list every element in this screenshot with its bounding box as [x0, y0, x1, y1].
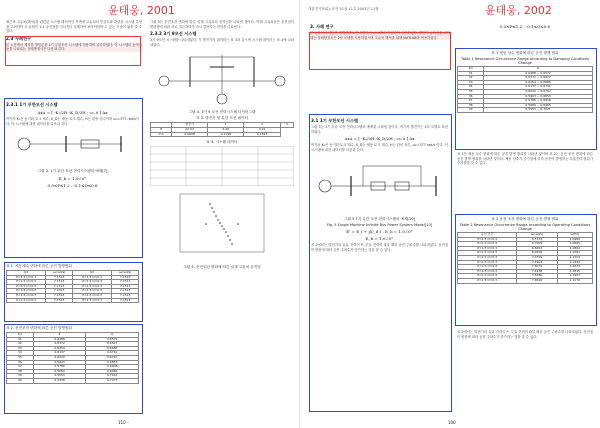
table-header-cell: Q — [86, 333, 139, 338]
table-header-cell: 3 — [280, 123, 293, 128]
table-cell: 6.5723 — [517, 237, 557, 242]
damping-table — [6, 270, 139, 303]
table-cell: P=1.5 Q=0.3 — [7, 293, 46, 298]
left-page-header: 윤태웅, 2001 — [108, 4, 175, 17]
table-cell: 7.4238 — [517, 269, 557, 274]
section-title: 2.3 사례연구 — [6, 35, 32, 41]
highlight-box-red — [309, 32, 451, 70]
table-title-english: Table 1 Resonance Occurrence Range according to Damping Condtions Change — [461, 57, 589, 65]
subsection-title: 3.1 1기 무한모선 시스템 — [311, 118, 359, 123]
table-header-cell: Kd — [458, 67, 484, 72]
table-cell: 38 — [458, 103, 484, 108]
table-cell: 0.6254 ~ 0.6686 — [484, 80, 593, 85]
table-cell: 7.3079 — [517, 265, 557, 270]
highlight-box-red — [5, 36, 141, 66]
table-cell: 34 — [7, 351, 34, 356]
table-cell: 38 — [7, 369, 34, 374]
table-cell: 39 — [7, 374, 34, 379]
operating-table — [6, 332, 139, 384]
table-cell: 7.5380 — [517, 274, 557, 279]
figure-caption: 그림 4. 3기 9 모선 전력시스템 다이어그램 — [188, 110, 256, 115]
table-cell: 0.5669 ~ 0.6965 — [484, 103, 593, 108]
table-cell: P=1.5 Q=0.3 — [72, 275, 111, 280]
table-cell: 0.6372 — [33, 342, 86, 347]
table-title: 표 1. 제동계수 변화에 따른 공진 발생범위 — [6, 264, 72, 268]
single-machine-diagram — [6, 126, 139, 164]
table-cell: P=1.5 Q=0.3 — [458, 255, 517, 260]
intro-text: 최근의 고유치(해석)과 관련된 시스템 해석적인 측면에 고유치의 민감도와 관련된 시스템 특성을 고려하여 시 유원이 1:1 공진점을 지나간다 설계하여 보아야하며 수 있는 기준이 됨을 말 수 있다. — [6, 20, 142, 34]
table-cell: 0.5438 — [33, 378, 86, 383]
table-cell: 7.1513 — [46, 284, 73, 289]
eigenvalue-plot — [150, 190, 294, 260]
infinite-bus-equation: E_b = 1.0∠0° — [58, 176, 87, 182]
table-cell: 1.0864 — [557, 246, 592, 251]
table-cell: P=1.5 Q=0.3 — [458, 278, 517, 283]
table-header-cell: Kd — [72, 271, 111, 276]
table-cell: 7.1513 — [112, 298, 139, 303]
table-cell: 0.5669 — [33, 369, 86, 374]
table-cell: 40 — [7, 378, 34, 383]
table-cell: 0.6741 — [86, 351, 139, 356]
table-cell: 7.6506 — [517, 278, 557, 283]
section-title: 3. 사례 연구 — [310, 24, 334, 29]
table-cell: 7.0709 — [517, 255, 557, 260]
table-header-cell: Kd — [7, 271, 46, 276]
table-title: 표 2 운전 조건 변화에 따른 공진 발생 범위 — [491, 217, 559, 221]
table-cell: 1.0460 — [557, 237, 592, 242]
operating-range-equation: 0.5≤P≤1.2 , -0.1≤Q≤0.6 — [500, 24, 550, 29]
table-cell: 37 — [458, 99, 484, 104]
table-cell: 0.0608 — [171, 132, 207, 137]
body-text: 여기서 K₁은 동기화 토크 계수, K_D는 제동 토크 계수, H는 관성 상수이며 ω₀=377 rad/s이다. 이 시스템에 대한 데이터를 다음과 같다. — [6, 117, 139, 126]
left-table-1 — [6, 263, 139, 303]
table-cell: 35 — [458, 89, 484, 94]
table-header-cell: Kd — [7, 333, 34, 338]
table-cell: 0.1813 — [244, 132, 280, 137]
table-cell: 0.6488 — [33, 337, 86, 342]
state-equation: ΔẋΔ = [ -K₁/2H -K_D/2H ; ω₀ 0 ] Δx — [344, 136, 415, 142]
body-text: 본 논문에서 제시한 방법론을 1기 무한모선 시스템에 적용하여 검증하였다. 이 시스템의 동적거동을 나타내는 상태방정식은 다음과 같다. — [6, 42, 142, 52]
table-header-cell: 1 — [208, 123, 244, 128]
table-cell: 6.9496 — [517, 251, 557, 256]
right-page-text — [457, 152, 593, 166]
table-cell: 0.5786 ~ 0.6908 — [484, 99, 593, 104]
table-cell: 1.1444 — [557, 260, 592, 265]
figure-caption-english: Fig. 5 Single Machine Infinite Bus Power System Model[10] — [326, 223, 433, 228]
table-header-cell: ω(Hz) — [557, 233, 592, 238]
table-cell: 1.1997 — [557, 274, 592, 279]
single-machine-diagram — [311, 152, 448, 212]
table-cell: H — [151, 127, 172, 132]
table-cell: 0.6020 — [33, 355, 86, 360]
body-text: 그림 5는 운전조건 변화에 따른 임계 고유치의 움직임을 나타낸 것이다. 이때 고유치들은 운전점이 변화함에 따라 서로 접근하다가 다시 멀어지는 현상을 나타낸다. — [150, 20, 294, 29]
page-number: 110 – — [118, 420, 129, 425]
table-cell: P=1.5 Q=0.3 — [7, 275, 46, 280]
table-cell: 1.2176 — [557, 278, 592, 283]
figure-caption: 그림 3. 1기 무한 모선 전력시스템의 예제[7] — [37, 169, 108, 174]
table-header-cell: Q — [484, 67, 593, 72]
system-data-table-graphic — [150, 146, 294, 186]
left-page-column-2 — [150, 20, 294, 271]
right-table-1 — [457, 50, 593, 113]
table-cell: 7.1513 — [46, 275, 73, 280]
table-header-cell: 운전 조건 — [458, 233, 517, 238]
table-cell: 7.1903 — [517, 260, 557, 265]
table-cell: 0.6137 ~ 0.6741 — [484, 85, 593, 90]
table-cell: 3.01 — [244, 127, 280, 132]
table-cell: 32 — [458, 76, 484, 81]
table-cell: P=1.5 Q=0.3 — [7, 280, 46, 285]
subsection-231 — [6, 100, 139, 190]
table-cell: 7.1513 — [112, 289, 139, 294]
table-cell: P=1.5 Q=0.3 — [458, 269, 517, 274]
table-cell: 7.1513 — [46, 298, 73, 303]
table-row — [7, 298, 139, 303]
body-text: 본 논문에서 제안한 방법론을 1기 무한모선 시스템에 적용하여 검증하였다. 발전기 동특성을 나타내는 상태방정식은 2차 모델을 사용하였으며 고유치 해석을 위해 MATLAB을 이용하였다. — [310, 31, 450, 40]
figure-caption: 그림 5 1기 무한 모선 전력시스템의 예제[10] — [344, 217, 415, 222]
body-text: 표 1은 제동 상수 변화에 따른 공진 발생 범위를 나타낸 것이며 표 2는 운전 조건 변화에 따른 공진 발생 범위를 나타낸 것이다. 제동 상수가 증가함에 따라 공진이 발생하는 무효전력 범위가 증가함을 알 수 있다. — [457, 152, 593, 166]
table-cell: 37 — [7, 365, 34, 370]
left-table-2 — [6, 325, 139, 384]
table-cell: 35 — [7, 355, 34, 360]
table-header-cell: P — [33, 333, 86, 338]
table-header-cell: 2 — [244, 123, 280, 128]
table-cell: P=1.5 Q=0.3 — [7, 298, 46, 303]
table-cell: P=1.5 Q=0.3 — [458, 246, 517, 251]
body-text: 표 2에서는 발전기의 유효 전력이 P, 무효 전력이 Q일 때의 공진 주파수를 나타내었다. 운전점이 변함에 따라 공진 주파수가 증가하는 것을 알 수 있다. — [457, 330, 593, 339]
infinite-bus-equation: E_b = 1.0∠0° — [365, 236, 394, 242]
table-cell: 7.1513 — [46, 280, 73, 285]
table-cell: P=1.5 Q=0.3 — [458, 260, 517, 265]
table-cell: 0.7021 — [86, 374, 139, 379]
table-cell: 7.1513 — [112, 275, 139, 280]
table-cell: 36 — [7, 360, 34, 365]
right-table-2 — [457, 216, 593, 284]
table-cell: 7.1513 — [112, 293, 139, 298]
table-cell: P=1.5 Q=0.3 — [72, 284, 111, 289]
table-cell: 0.6853 — [86, 360, 139, 365]
table-cell: P=1.5 Q=0.3 — [458, 265, 517, 270]
table-header-cell: ω(rad/s) — [112, 271, 139, 276]
table-cell: 0.6686 — [86, 346, 139, 351]
subsection-title: 2.3.1 1기 무한모선 시스템 — [6, 102, 58, 107]
table-row — [458, 108, 593, 113]
table-cell: 7.1513 — [46, 293, 73, 298]
table-cell: P=1.5 Q=0.3 — [458, 251, 517, 256]
table-cell: 34 — [458, 85, 484, 90]
table-cell: X'd — [151, 132, 172, 137]
table-cell: 39 — [458, 108, 484, 113]
table-cell: 6.8262 — [517, 246, 557, 251]
state-equation: ΔẋΔ = [ -K₁/2H -K_D/2H ; ω₀ 0 ] Δx — [37, 110, 108, 115]
body-text: 여기서 K₁은 동기화 토크 계수, K_D는 제동 토크 계수, H는 관성 상수, ω₀=377 rad/s 이다. 이 시스템에 대한 데이터를 다음과 같다. — [311, 143, 448, 152]
table-cell: 23.64 — [171, 127, 207, 132]
table-title: 표 1 제동 상수 변화에 따른 공진 발생 범위 — [491, 51, 559, 55]
table-cell: 7.1513 — [112, 284, 139, 289]
table-cell: 36 — [458, 94, 484, 99]
subsection-title: 2.3.2 3기 9모선 시스템 — [150, 31, 197, 37]
table-cell: 1.1815 — [557, 269, 592, 274]
generator-equation: E' = E_t + jX'_d I , E_b = 1.0∠0° — [346, 229, 413, 235]
table-cell: 0.6627 — [86, 342, 139, 347]
page-number: 100 — [448, 420, 456, 425]
right-page-header: 윤태웅, 2002 — [485, 4, 552, 17]
body-text: 표 2에서는 발전기의 유효 전력이 P, 무효 전력이 Q일 때의 공진 주파수를 나타내었다. 운전점이 변함에 따라 공진 주파수가 증가하는 것을 알 수 있다. — [311, 243, 448, 252]
table-cell: 0.6572 — [86, 337, 139, 342]
right-page-column-2 — [456, 22, 594, 31]
table-cell: P=1.5 Q=0.3 — [458, 237, 517, 242]
damping-range-table — [457, 66, 593, 113]
table-cell: P=1.5 Q=0.3 — [72, 298, 111, 303]
table-cell: 1.1061 — [557, 251, 592, 256]
table-cell: 0.5903 ~ 0.6853 — [484, 94, 593, 99]
table-cell: 0.6372 ~ 0.6627 — [484, 76, 593, 81]
table-cell: P=1.5 Q=0.3 — [72, 293, 111, 298]
body-text: 그림 5는 1기 무한 모선 전력시스템의 예제를 나타낸 것이다. 여기서 발전기는 2차 모델로 표현하였다. — [311, 125, 448, 134]
body-text: 3기 9모선 시스템을 나타내었다. 각 발전기의 데이터는 표 3과 같으며 시스템 데이터는 표 4에 나타내었다. — [150, 38, 294, 47]
table-cell: 6.40 — [208, 127, 244, 132]
table-cell: 0.6137 — [33, 351, 86, 356]
table-cell: 0.5553 — [33, 374, 86, 379]
table-header-cell: 발전기 — [171, 123, 207, 128]
right-page-text-bottom — [457, 330, 593, 339]
table-cell: P=1.5 Q=0.3 — [72, 289, 111, 294]
table-cell: 31 — [458, 71, 484, 76]
table-header-cell: ω(rad/s) — [46, 271, 73, 276]
generator-table — [150, 122, 294, 137]
table-cell: P=1.5 Q=0.3 — [458, 242, 517, 247]
table-cell: 7.1513 — [112, 280, 139, 285]
table-row — [151, 132, 294, 137]
table-cell: 0.6488 ~ 0.6572 — [484, 71, 593, 76]
table-cell: 0.6965 — [86, 369, 139, 374]
table-cell: 0.6797 — [86, 355, 139, 360]
table-cell: 0.5786 — [33, 365, 86, 370]
table-cell: 0.5903 — [33, 360, 86, 365]
table-cell: 6.7009 — [517, 242, 557, 247]
table-row — [7, 378, 139, 383]
table-cell: P=1.5 Q=0.3 — [7, 284, 46, 289]
table-title: 표 4. 시스템 데이터 — [206, 140, 238, 145]
table-header-cell: ω(rad/s) — [517, 233, 557, 238]
table-cell: 7.1513 — [46, 289, 73, 294]
table-cell: P=1.5 Q=0.3 — [458, 274, 517, 279]
table-title-english: Table 2 Resonance Occurrence Range according to Operating Conditions Change — [459, 223, 591, 231]
operating-range-equation: 0.5≤P≤1.2 , -0.1≤Q≤0.6 — [47, 183, 98, 189]
table-cell: P=1.5 Q=0.3 — [7, 289, 46, 294]
table-cell: 31 — [7, 337, 34, 342]
table-cell: 32 — [7, 342, 34, 347]
table-cell: 33 — [7, 346, 34, 351]
operating-frequency-table — [457, 232, 593, 284]
table-title: 표 2. 운전조건 변화에 따른 공진 발생범위 — [6, 326, 72, 330]
table-cell: 0.6020 ~ 0.6797 — [484, 89, 593, 94]
table-cell: 33 — [458, 80, 484, 85]
table-cell: 0.5553 ~ 0.7021 — [484, 108, 593, 113]
table-cell: 1.1254 — [557, 255, 592, 260]
figure-caption: 그림 5. 운전조건 변화에 따른 임계 고유치 움직임 — [183, 265, 261, 270]
table-cell: 0.7077 — [86, 378, 139, 383]
right-page — [300, 0, 600, 428]
table-cell: 0.1198 — [208, 132, 244, 137]
table-cell: P=1.5 Q=0.3 — [72, 280, 111, 285]
nine-bus-diagram — [150, 47, 294, 105]
journal-header: 대한전기학회논문지 51권 11호 2002년 11월 — [308, 7, 379, 11]
table-cell: 1.1631 — [557, 265, 592, 270]
table-cell: 0.6254 — [33, 346, 86, 351]
subsection-31 — [311, 116, 448, 253]
table-row — [458, 278, 593, 283]
table-cell: 0.6908 — [86, 365, 139, 370]
table-title: 표 3. 발전기 및 무한 모선 데이터 — [196, 116, 248, 121]
table-cell: 1.0665 — [557, 242, 592, 247]
